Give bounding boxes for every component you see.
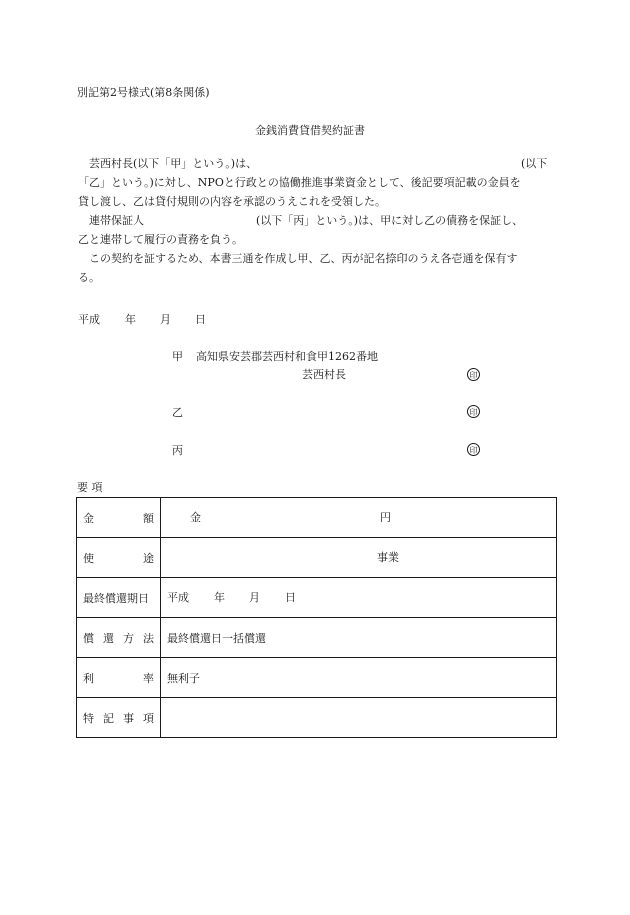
seal-ko-icon: 印 bbox=[467, 368, 480, 381]
purpose-label bbox=[77, 550, 160, 566]
row-amount bbox=[77, 498, 557, 538]
p1-line1-lead: 芸西村長(以下「甲」という。)は、 bbox=[89, 157, 258, 170]
paragraph-1 bbox=[78, 154, 558, 211]
row-rate bbox=[77, 658, 557, 698]
label-char: 償 bbox=[83, 631, 94, 645]
purpose-value: 事業 bbox=[377, 551, 399, 564]
amount-label bbox=[77, 510, 160, 526]
paragraph-2 bbox=[78, 211, 558, 249]
table-heading: 要 項 bbox=[77, 481, 103, 494]
p2-line1-tail: (以下「丙」という。)は、甲に対し乙の債務を保証し、 bbox=[256, 214, 524, 227]
deadline-value-cell bbox=[161, 578, 557, 618]
party-ko-label: 甲 bbox=[172, 350, 183, 363]
p2-line1 bbox=[78, 211, 558, 230]
amount-value-cell bbox=[161, 498, 557, 538]
label-char: 方 bbox=[123, 631, 134, 645]
p3-line2: る。 bbox=[78, 271, 100, 284]
notes-value-cell bbox=[161, 698, 557, 738]
terms-table bbox=[76, 497, 557, 738]
rate-label-cell bbox=[77, 658, 161, 698]
deadline-year: 年 bbox=[214, 591, 225, 604]
notes-label bbox=[77, 710, 160, 726]
label-char: 項 bbox=[143, 711, 154, 725]
seal-hei-icon: 印 bbox=[467, 443, 480, 456]
row-deadline bbox=[77, 578, 557, 618]
document-title: 金銭消費貸借契約証書 bbox=[255, 124, 365, 137]
label-char: 事 bbox=[123, 711, 134, 725]
party-ko-name: 芸西村長 bbox=[302, 368, 346, 381]
p3-line1: この契約を証するため、本書三通を作成し甲、乙、丙が記名捺印のうえ各壱通を保有す bbox=[89, 252, 518, 265]
date-month: 月 bbox=[160, 313, 171, 326]
deadline-month: 月 bbox=[249, 591, 260, 604]
purpose-label-cell bbox=[77, 538, 161, 578]
deadline-label-cell bbox=[77, 578, 161, 618]
label-char: 法 bbox=[143, 631, 154, 645]
p1-line3: 貸し渡し、乙は貸付規則の内容を承認のうえこれを受領した。 bbox=[78, 195, 386, 208]
form-number: 別記第2号様式(第8条関係) bbox=[77, 86, 210, 99]
p1-line2: 「乙」という。)に対し、NPOと行政との協働推進事業資金として、後記要項記載の金員を bbox=[78, 176, 521, 189]
method-value-cell: 最終償還日一括償還 bbox=[161, 618, 557, 658]
notes-label-cell bbox=[77, 698, 161, 738]
label-char: 金 bbox=[83, 511, 94, 525]
deadline-era: 平成 bbox=[167, 591, 189, 604]
party-otsu-label: 乙 bbox=[172, 406, 183, 419]
amount-label-cell bbox=[77, 498, 161, 538]
row-method bbox=[77, 618, 557, 658]
label-char: 途 bbox=[143, 551, 154, 565]
paragraph-3 bbox=[78, 249, 558, 287]
amount-unit: 円 bbox=[380, 511, 391, 524]
label-char: 利 bbox=[83, 671, 94, 685]
method-label bbox=[77, 630, 160, 646]
label-char: 記 bbox=[103, 711, 114, 725]
seal-otsu-icon: 印 bbox=[467, 405, 480, 418]
label-char: 額 bbox=[143, 511, 154, 525]
label-char: 使 bbox=[83, 551, 94, 565]
purpose-value-cell bbox=[161, 538, 557, 578]
row-purpose bbox=[77, 538, 557, 578]
label-char: 率 bbox=[143, 671, 154, 685]
label-char: 特 bbox=[83, 711, 94, 725]
date-year: 年 bbox=[125, 313, 136, 326]
deadline-label: 最終償還期日 bbox=[83, 591, 149, 605]
p2-line2: 乙と連帯して履行の責務を負う。 bbox=[78, 233, 243, 246]
label-char: 還 bbox=[103, 631, 114, 645]
p2-line1-lead: 連帯保証人 bbox=[89, 214, 144, 227]
amount-prefix: 金 bbox=[190, 511, 201, 524]
deadline-day: 日 bbox=[285, 591, 296, 604]
row-notes bbox=[77, 698, 557, 738]
party-hei-label: 丙 bbox=[172, 444, 183, 457]
rate-label bbox=[77, 670, 160, 686]
p1-line1-tail: (以下 bbox=[521, 157, 548, 170]
method-label-cell bbox=[77, 618, 161, 658]
p1-line1 bbox=[78, 154, 558, 173]
date-era: 平成 bbox=[78, 313, 100, 326]
date-day: 日 bbox=[195, 313, 206, 326]
party-ko-address: 高知県安芸郡芸西村和食甲1262番地 bbox=[196, 350, 378, 363]
rate-value-cell: 無利子 bbox=[161, 658, 557, 698]
